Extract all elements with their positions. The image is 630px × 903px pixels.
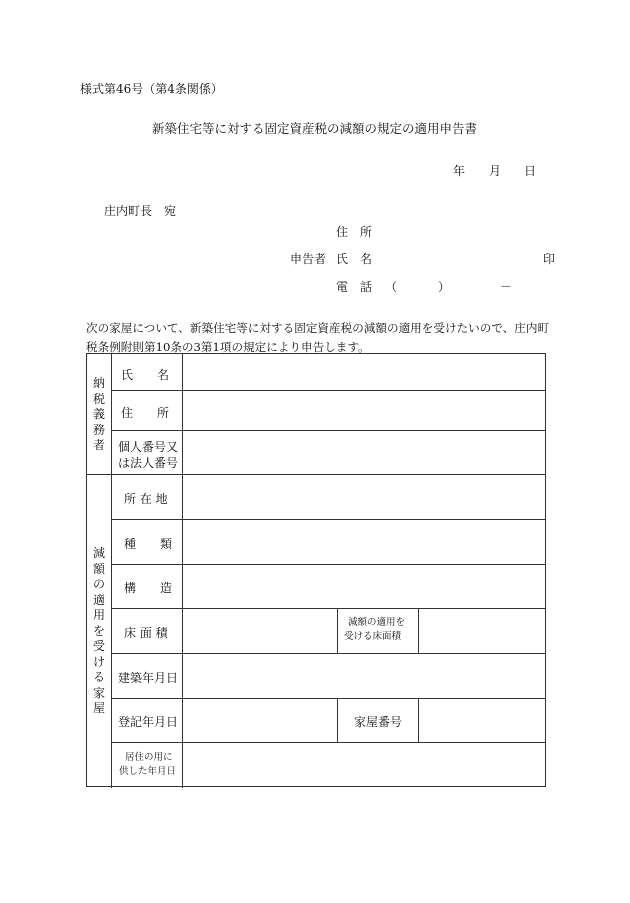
taxpayer-name-label: 氏 名: [121, 368, 170, 382]
body-text-line2: 税条例附則第10条の3第1項の規定により申告します。: [86, 340, 370, 354]
date-year-label: 年: [453, 164, 466, 178]
house-header: 減 額 の 適 用 を 受 け る 家 屋: [92, 546, 105, 715]
seal-mark: 印: [543, 252, 556, 266]
applicant-name-label: 氏 名: [336, 252, 373, 266]
body-text-line1: 次の家屋について、新築住宅等に対する固定資産税の減額の適用を受けたいので、庄内町: [86, 321, 550, 335]
application-form-table: [86, 353, 546, 787]
taxpayer-address-label: 住 所: [121, 406, 170, 420]
date-day-label: 日: [524, 164, 537, 178]
house-registered-date-label: 登記年月日: [118, 715, 179, 729]
date-month-label: 月: [489, 164, 502, 178]
applicant-address-label: 住 所: [336, 225, 373, 239]
phone-close-paren: ）: [438, 280, 451, 294]
form-title: 新築住宅等に対する固定資産税の減額の規定の適用申告書: [152, 121, 478, 136]
taxpayer-id-label-line1: 個人番号又: [118, 440, 179, 454]
addressee: 庄内町長 宛: [104, 204, 177, 218]
house-location-label: 所 在 地: [124, 492, 168, 506]
reduced-floor-area-label-line1: 減額の適用を: [348, 617, 406, 628]
residence-date-label-line2: 供した年月日: [119, 766, 177, 777]
form-number: 様式第46号（第4条関係）: [80, 82, 223, 96]
phone-open-paren: （: [385, 280, 398, 294]
reduced-floor-area-label-line2: 受ける床面積: [344, 631, 402, 642]
taxpayer-header: 納 税 義 務 者: [92, 376, 105, 452]
taxpayer-id-label-line2: は法人番号: [118, 456, 179, 470]
applicant-phone-label: 電 話: [336, 280, 373, 294]
house-structure-label: 構 造: [124, 581, 173, 595]
residence-date-label-line1: 居住の用に: [125, 752, 173, 763]
house-built-date-label: 建築年月日: [118, 671, 179, 685]
house-number-label: 家屋番号: [354, 715, 403, 729]
applicant-label: 申告者: [290, 252, 327, 266]
house-type-label: 種 類: [124, 537, 173, 551]
phone-dash: －: [500, 280, 513, 294]
house-floor-area-label: 床 面 積: [124, 626, 168, 640]
